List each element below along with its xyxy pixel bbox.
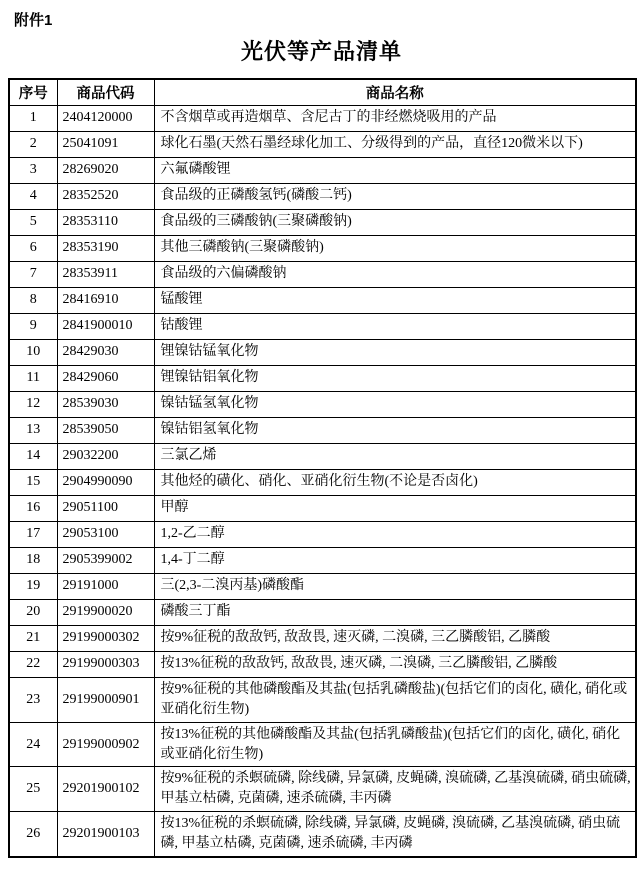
column-header-name: 商品名称 — [154, 79, 636, 105]
product-code-cell: 2841900010 — [57, 313, 154, 339]
row-index-cell: 24 — [9, 722, 57, 767]
product-code-cell: 28539030 — [57, 391, 154, 417]
table-row — [9, 677, 636, 722]
table-row — [9, 261, 636, 287]
row-index-cell: 17 — [9, 521, 57, 547]
product-code-cell: 29201900103 — [57, 812, 154, 857]
product-name-cell: 1,2-乙二醇 — [154, 521, 636, 547]
attachment-label: 附件1 — [14, 12, 53, 29]
product-name-cell: 其他烃的磺化、硝化、亚硝化衍生物(不论是否卤化) — [154, 469, 636, 495]
product-name-cell: 按13%征税的杀螟硫磷, 除线磷, 异氯磷, 皮蝇磷, 溴硫磷, 乙基溴硫磷, 硝虫硫磷, 甲基立枯磷, 克菌磷, 速杀硫磷, 丰丙磷 — [154, 812, 636, 857]
product-code-cell: 28429030 — [57, 339, 154, 365]
table-row — [9, 767, 636, 812]
table-row — [9, 391, 636, 417]
product-name-cell: 三氯乙烯 — [154, 443, 636, 469]
product-code-cell: 28353911 — [57, 261, 154, 287]
column-header-code: 商品代码 — [57, 79, 154, 105]
product-name-cell: 球化石墨(天然石墨经球化加工、分级得到的产品，直径120微米以下) — [154, 131, 636, 157]
row-index-cell: 3 — [9, 157, 57, 183]
product-code-cell: 29053100 — [57, 521, 154, 547]
row-index-cell: 12 — [9, 391, 57, 417]
product-code-cell: 29199000302 — [57, 625, 154, 651]
product-name-cell: 不含烟草或再造烟草、含尼古丁的非经燃烧吸用的产品 — [154, 105, 636, 131]
table-row — [9, 722, 636, 767]
table-row — [9, 365, 636, 391]
product-name-cell: 食品级的正磷酸氢钙(磷酸二钙) — [154, 183, 636, 209]
table-row — [9, 573, 636, 599]
table-row — [9, 625, 636, 651]
product-name-cell: 锰酸锂 — [154, 287, 636, 313]
table-row — [9, 339, 636, 365]
table-row — [9, 313, 636, 339]
product-code-cell: 29051100 — [57, 495, 154, 521]
row-index-cell: 21 — [9, 625, 57, 651]
product-code-cell: 29191000 — [57, 573, 154, 599]
row-index-cell: 19 — [9, 573, 57, 599]
product-code-cell: 28539050 — [57, 417, 154, 443]
product-code-cell: 28353110 — [57, 209, 154, 235]
product-name-cell: 1,4-丁二醇 — [154, 547, 636, 573]
table-row — [9, 209, 636, 235]
product-code-cell: 2919900020 — [57, 599, 154, 625]
product-name-cell: 按9%征税的杀螟硫磷, 除线磷, 异氯磷, 皮蝇磷, 溴硫磷, 乙基溴硫磷, 硝虫硫磷, 甲基立枯磷, 克菌磷, 速杀硫磷, 丰丙磷 — [154, 767, 636, 812]
table-row — [9, 495, 636, 521]
table-row — [9, 131, 636, 157]
row-index-cell: 11 — [9, 365, 57, 391]
product-name-cell: 镍钴铝氢氧化物 — [154, 417, 636, 443]
product-name-cell: 食品级的六偏磷酸钠 — [154, 261, 636, 287]
table-row — [9, 443, 636, 469]
table-row — [9, 183, 636, 209]
row-index-cell: 6 — [9, 235, 57, 261]
product-code-cell: 28269020 — [57, 157, 154, 183]
product-name-cell: 食品级的三磷酸钠(三聚磷酸钠) — [154, 209, 636, 235]
product-name-cell: 其他三磷酸钠(三聚磷酸钠) — [154, 235, 636, 261]
row-index-cell: 8 — [9, 287, 57, 313]
table-row — [9, 417, 636, 443]
table-row — [9, 547, 636, 573]
product-code-cell: 29199000303 — [57, 651, 154, 677]
row-index-cell: 13 — [9, 417, 57, 443]
product-code-cell: 29032200 — [57, 443, 154, 469]
product-name-cell: 按9%征税的敌敌钙, 敌敌畏, 速灭磷, 二溴磷, 三乙膦酸铝, 乙膦酸 — [154, 625, 636, 651]
product-table — [8, 78, 637, 858]
table-row — [9, 599, 636, 625]
table-row — [9, 521, 636, 547]
product-table-body — [9, 105, 636, 857]
row-index-cell: 26 — [9, 812, 57, 857]
row-index-cell: 22 — [9, 651, 57, 677]
product-code-cell: 28429060 — [57, 365, 154, 391]
row-index-cell: 2 — [9, 131, 57, 157]
product-name-cell: 磷酸三丁酯 — [154, 599, 636, 625]
table-row — [9, 812, 636, 857]
product-name-cell: 锂镍钴铝氧化物 — [154, 365, 636, 391]
table-row — [9, 651, 636, 677]
product-table-header — [9, 79, 636, 105]
product-name-cell: 按13%征税的其他磷酸酯及其盐(包括乳磷酸盐)(包括它们的卤化, 磺化, 硝化或亚硝化衍生物) — [154, 722, 636, 767]
product-code-cell: 29201900102 — [57, 767, 154, 812]
table-row — [9, 287, 636, 313]
row-index-cell: 18 — [9, 547, 57, 573]
row-index-cell: 1 — [9, 105, 57, 131]
table-row — [9, 469, 636, 495]
product-name-cell: 六氟磷酸锂 — [154, 157, 636, 183]
row-index-cell: 4 — [9, 183, 57, 209]
row-index-cell: 16 — [9, 495, 57, 521]
product-name-cell: 甲醇 — [154, 495, 636, 521]
product-name-cell: 锂镍钴锰氧化物 — [154, 339, 636, 365]
row-index-cell: 10 — [9, 339, 57, 365]
header-row — [9, 79, 636, 105]
product-code-cell: 29199000901 — [57, 677, 154, 722]
product-name-cell: 三(2,3-二溴丙基)磷酸酯 — [154, 573, 636, 599]
product-code-cell: 28352520 — [57, 183, 154, 209]
table-row — [9, 105, 636, 131]
column-header-index: 序号 — [9, 79, 57, 105]
table-row — [9, 235, 636, 261]
row-index-cell: 5 — [9, 209, 57, 235]
product-name-cell: 按13%征税的敌敌钙, 敌敌畏, 速灭磷, 二溴磷, 三乙膦酸铝, 乙膦酸 — [154, 651, 636, 677]
row-index-cell: 9 — [9, 313, 57, 339]
product-code-cell: 28353190 — [57, 235, 154, 261]
row-index-cell: 14 — [9, 443, 57, 469]
product-name-cell: 镍钴锰氢氧化物 — [154, 391, 636, 417]
row-index-cell: 15 — [9, 469, 57, 495]
product-code-cell: 25041091 — [57, 131, 154, 157]
row-index-cell: 7 — [9, 261, 57, 287]
product-code-cell: 2904990090 — [57, 469, 154, 495]
product-name-cell: 钴酸锂 — [154, 313, 636, 339]
product-code-cell: 2404120000 — [57, 105, 154, 131]
product-name-cell: 按9%征税的其他磷酸酯及其盐(包括乳磷酸盐)(包括它们的卤化, 磺化, 硝化或亚硝化衍生物) — [154, 677, 636, 722]
product-code-cell: 28416910 — [57, 287, 154, 313]
product-code-cell: 29199000902 — [57, 722, 154, 767]
row-index-cell: 20 — [9, 599, 57, 625]
row-index-cell: 25 — [9, 767, 57, 812]
table-row — [9, 157, 636, 183]
product-code-cell: 2905399002 — [57, 547, 154, 573]
row-index-cell: 23 — [9, 677, 57, 722]
page-title: 光伏等产品清单 — [240, 39, 402, 64]
